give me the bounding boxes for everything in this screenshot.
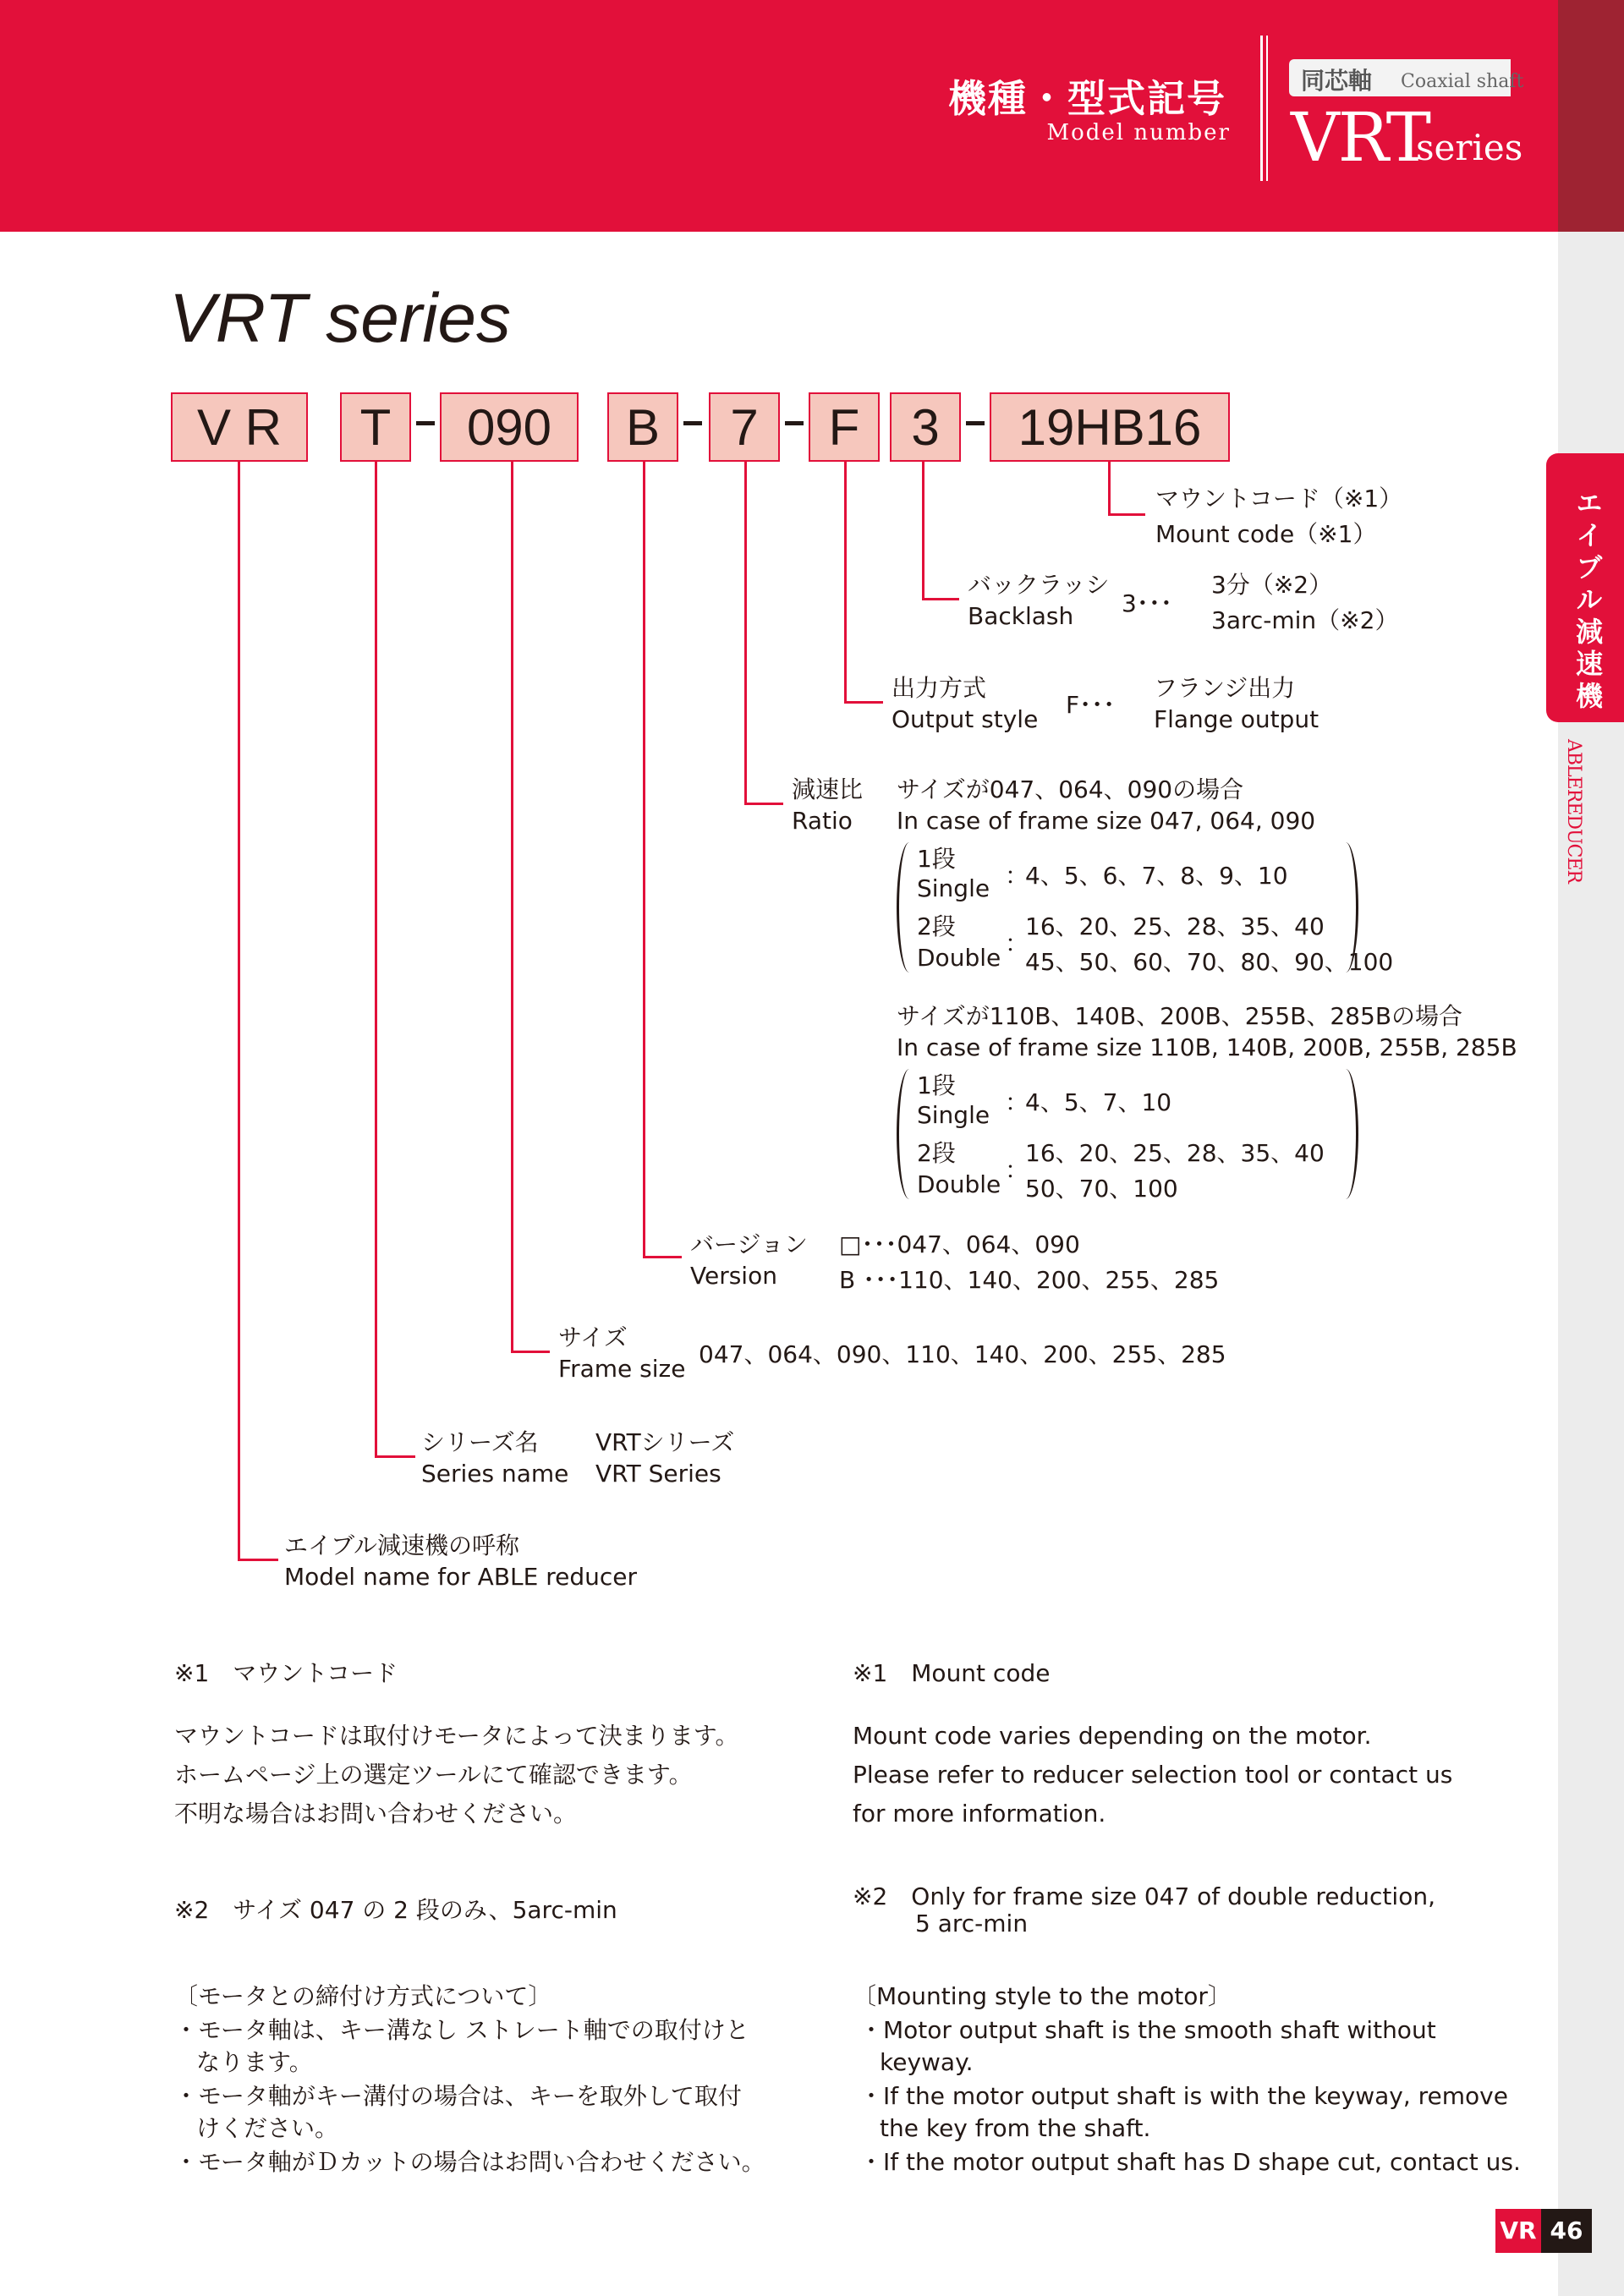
note1-line3-jp: 不明な場合はお問い合わせください。 <box>174 1800 578 1827</box>
connector-size-h <box>511 1351 550 1353</box>
ratio-g1-single-jp: 1段 <box>917 845 956 873</box>
mounting-item2b-en: the key from the shaft. <box>880 2114 1151 2142</box>
note2-jp: ※2 サイズ 047 の 2 段のみ、5arc-min <box>174 1896 617 1924</box>
note1-line2-en: Please refer to reducer selection tool or contact us <box>853 1761 1453 1789</box>
mounting-item2b-jp: けください。 <box>196 2114 339 2142</box>
code-box-size: 090 <box>440 392 579 462</box>
ratio-g1-double-vals1: 16、20、25、28、35、40 <box>1025 912 1325 940</box>
series-value-jp: VRTシリーズ <box>595 1428 735 1456</box>
series-suffix: series <box>1416 127 1523 168</box>
output-value-jp: フランジ出力 <box>1154 674 1296 702</box>
ratio-label-jp: 減速比 <box>792 775 864 803</box>
code-box-backlash: 3 <box>890 392 961 462</box>
ratio-g2-single-jp: 1段 <box>917 1071 956 1099</box>
ratio-g2-double-jp: 2段 <box>917 1139 956 1167</box>
backlash-value-jp: 3分（※2） <box>1211 571 1333 599</box>
note1-line1-jp: マウントコードは取付けモータによって決まります。 <box>174 1722 739 1750</box>
ratio-colon: ： <box>1005 1088 1029 1116</box>
connector-model-h <box>238 1559 278 1561</box>
note2a-en: ※2 Only for frame size 047 of double reduction, <box>853 1882 1435 1910</box>
connector-series-h <box>375 1455 415 1458</box>
mounting-title-en: 〔Mounting style to the motor〕 <box>853 1982 1232 2010</box>
header-title-jp: 機種・型式記号 <box>947 76 1226 121</box>
series-label-jp: シリーズ名 <box>421 1428 539 1456</box>
series-name: VRT <box>1291 98 1429 177</box>
mount-label-en: Mount code（※1） <box>1155 520 1377 548</box>
mounting-item1a-en: ・Motor output shaft is the smooth shaft without <box>859 2016 1436 2044</box>
mounting-item3-en: ・If the motor output shaft has D shape cut, contact us. <box>859 2148 1521 2176</box>
size-label-en: Frame size <box>558 1355 686 1383</box>
connector-output <box>844 462 847 704</box>
category-jp: 同芯軸 <box>1301 67 1373 95</box>
version-line2: B ･･･110、140、200、255、285 <box>839 1266 1220 1294</box>
note1-title-jp: ※1 マウントコード <box>174 1659 398 1687</box>
ratio-colon: ： <box>1005 929 1029 957</box>
series-value-en: VRT Series <box>595 1460 721 1488</box>
header-divider <box>1260 36 1263 181</box>
mounting-item2a-en: ・If the motor output shaft is with the keyway, remove <box>859 2082 1508 2110</box>
model-label-jp: エイブル減速機の呼称 <box>284 1532 520 1559</box>
backlash-label-en: Backlash <box>968 602 1074 630</box>
note1-line3-en: for more information. <box>853 1800 1106 1827</box>
ratio-g2-single-en: Single <box>917 1101 990 1129</box>
mounting-item3-jp: ・モータ軸がＤカットの場合はお問い合わせください。 <box>174 2148 765 2176</box>
connector-backlash <box>922 462 924 600</box>
note2b-en: 5 arc-min <box>915 1910 1029 1937</box>
ratio-g1-single-en: Single <box>917 874 990 902</box>
series-label-en: Series name <box>421 1460 569 1488</box>
ratio-group2-en: In case of frame size 110B, 140B, 200B, 255B, 285B <box>897 1033 1517 1061</box>
page-title: VRT series <box>169 280 512 357</box>
ratio-g1-double-jp: 2段 <box>917 912 956 940</box>
code-box-version: B <box>607 392 678 462</box>
connector-mount-h <box>1108 513 1145 516</box>
output-label-en: Output style <box>892 705 1039 733</box>
connector-version-h <box>643 1256 682 1258</box>
code-box-t: T <box>340 392 411 462</box>
header-accent <box>1558 0 1624 232</box>
ratio-label-en: Ratio <box>792 807 853 835</box>
ratio-g2-double-vals2: 50、70、100 <box>1025 1175 1178 1203</box>
code-box-mount: 19HB16 <box>990 392 1230 462</box>
side-sub-label: ABLEREDUCER <box>1563 739 1584 883</box>
code-dash <box>416 421 435 425</box>
note1-line1-en: Mount code varies depending on the motor. <box>853 1722 1372 1750</box>
ratio-colon: ： <box>1005 1156 1029 1184</box>
side-tab-label: エイブル減速機 <box>1572 489 1604 714</box>
footer-section: VR <box>1495 2209 1541 2253</box>
mounting-item1b-en: keyway. <box>880 2048 974 2076</box>
category-en: Coaxial shaft <box>1401 71 1524 92</box>
version-line1: □･･･047、064、090 <box>839 1230 1080 1258</box>
mounting-item1b-jp: なります。 <box>196 2048 313 2076</box>
header-title-en: Model number <box>1046 120 1231 145</box>
mounting-item1a-jp: ・モータ軸は、キー溝なし ストレート軸での取付けと <box>174 2016 749 2044</box>
version-label-jp: バージョン <box>690 1230 808 1258</box>
mounting-title-jp: 〔モータとの締付け方式について〕 <box>174 1982 552 2010</box>
connector-output-h <box>844 701 883 704</box>
connector-model <box>238 462 240 1561</box>
header-divider-2 <box>1266 36 1268 181</box>
ratio-group2-bracket-right <box>1333 1069 1358 1199</box>
ratio-g2-single-vals: 4、5、7、10 <box>1025 1088 1172 1116</box>
backlash-code: 3･･･ <box>1122 589 1172 617</box>
version-label-en: Version <box>690 1262 777 1290</box>
connector-ratio <box>744 462 747 805</box>
model-label-en: Model name for ABLE reducer <box>284 1563 638 1591</box>
code-dash <box>785 421 804 425</box>
size-label-jp: サイズ <box>558 1323 628 1351</box>
output-label-jp: 出力方式 <box>892 674 987 702</box>
code-dash <box>683 421 702 425</box>
ratio-g1-double-en: Double <box>917 944 1001 972</box>
size-values: 047、064、090、110、140、200、255、285 <box>699 1340 1226 1368</box>
ratio-g2-double-vals1: 16、20、25、28、35、40 <box>1025 1139 1325 1167</box>
code-box-output: F <box>809 392 880 462</box>
connector-mount <box>1108 462 1111 516</box>
connector-version <box>643 462 645 1258</box>
backlash-value-en: 3arc-min（※2） <box>1211 606 1399 634</box>
ratio-g1-double-vals2: 45、50、60、70、80、90、100 <box>1025 948 1394 976</box>
note1-title-en: ※1 Mount code <box>853 1659 1051 1687</box>
ratio-g1-single-vals: 4、5、6、7、8、9、10 <box>1025 862 1288 890</box>
connector-series <box>375 462 377 1458</box>
output-value-en: Flange output <box>1154 705 1320 733</box>
ratio-group2-jp: サイズが110B、140B、200B、255B、285Bの場合 <box>897 1002 1463 1030</box>
mounting-item2a-jp: ・モータ軸がキー溝付の場合は、キーを取外して取付 <box>174 2082 742 2110</box>
code-dash <box>966 421 985 425</box>
connector-backlash-h <box>922 598 959 600</box>
ratio-group1-en: In case of frame size 047, 064, 090 <box>897 807 1316 835</box>
connector-size <box>511 462 513 1353</box>
output-code: F･･･ <box>1066 691 1116 719</box>
ratio-g2-double-en: Double <box>917 1170 1001 1198</box>
connector-ratio-h <box>744 803 783 805</box>
backlash-label-jp: バックラッシ <box>968 571 1110 599</box>
ratio-colon: ： <box>1005 862 1029 890</box>
code-box-ratio: 7 <box>709 392 780 462</box>
page-number: 46 <box>1541 2209 1592 2253</box>
ratio-group1-jp: サイズが047、064、090の場合 <box>897 775 1244 803</box>
note1-line2-jp: ホームページ上の選定ツールにて確認できます。 <box>174 1761 693 1789</box>
mount-label-jp: マウントコード（※1） <box>1155 485 1403 512</box>
code-box-vr: V R <box>171 392 308 462</box>
